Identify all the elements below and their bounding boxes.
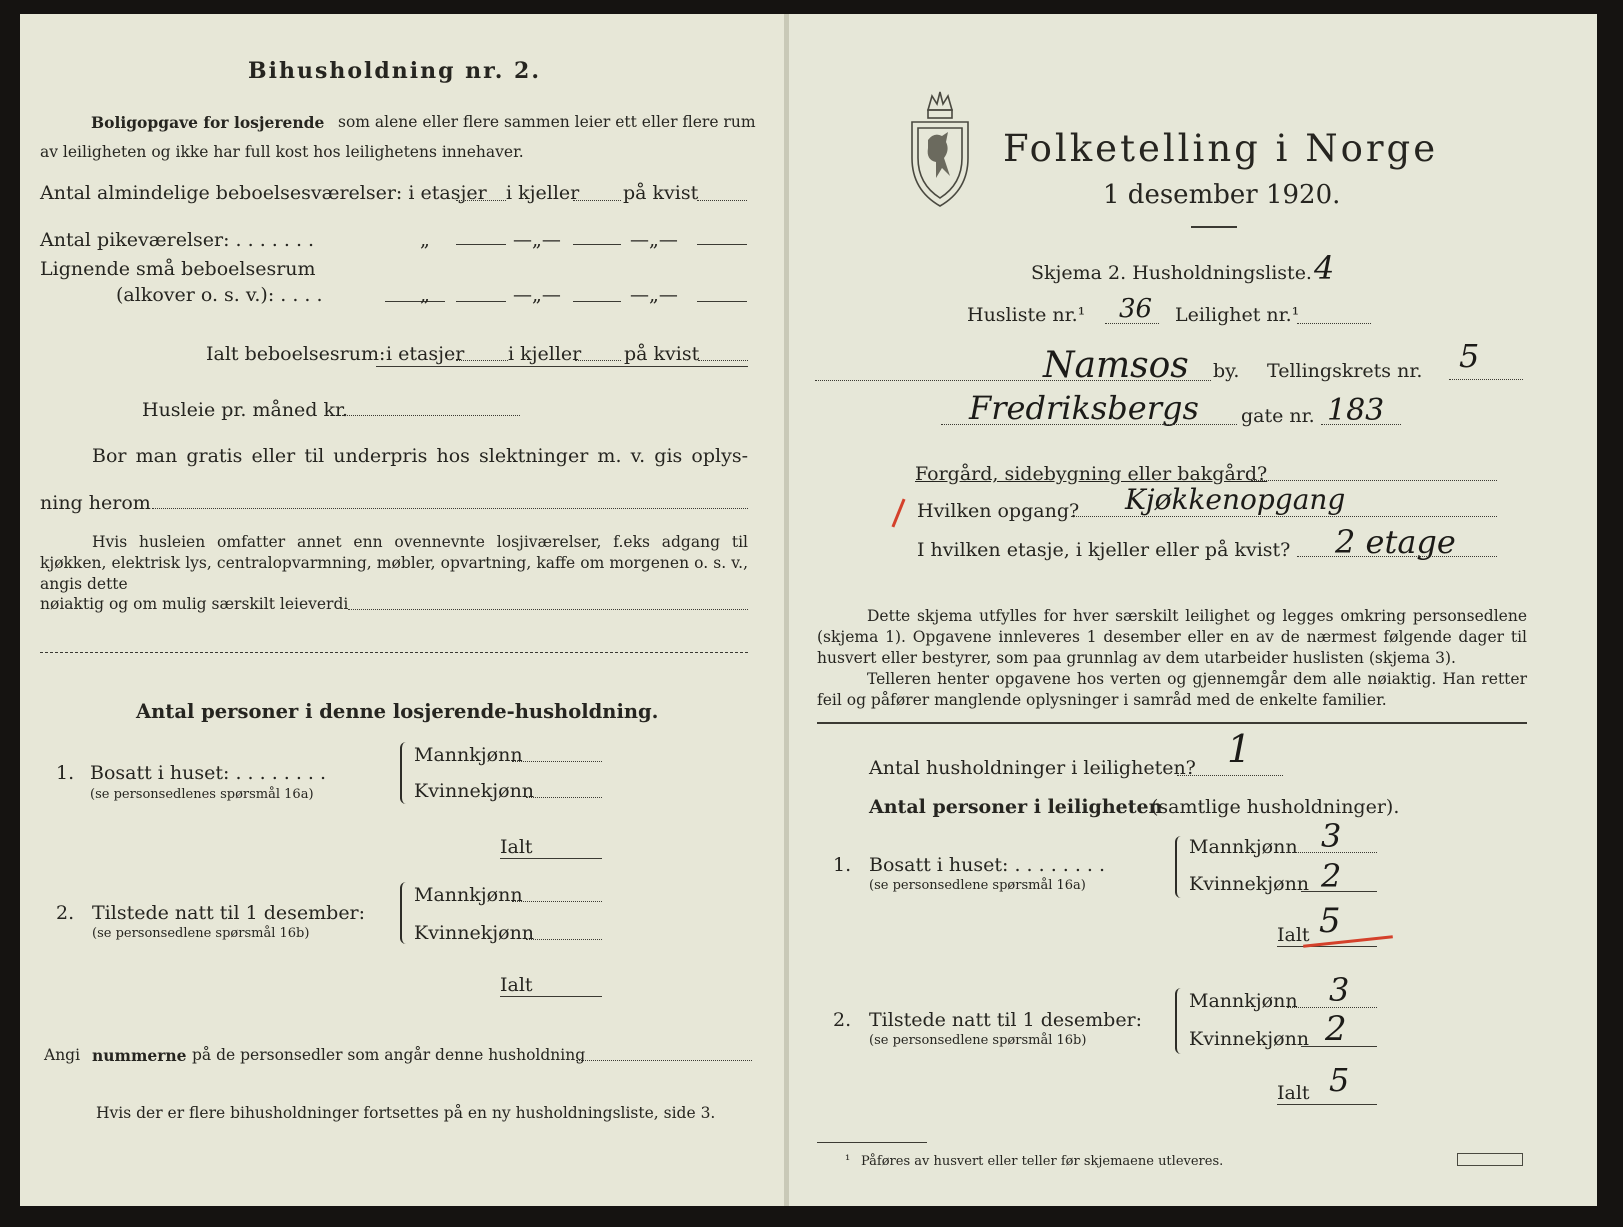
left-q2-ialt-line (500, 996, 602, 997)
left-footer: Hvis der er flere bihusholdninger fortsettes på en ny husholdningsliste, side 3. (96, 1104, 716, 1122)
lignende-line-a (385, 301, 445, 302)
left-q1-sub: (se personsedlenes spørsmål 16a) (90, 787, 314, 802)
right-q2-mann-line (1287, 1007, 1377, 1008)
left-q1-kvinne: Kvinnekjønn (414, 780, 535, 802)
krets-value: 5 (1459, 337, 1480, 375)
antal-hush-label: Antal husholdninger i leiligheten? (869, 757, 1196, 779)
right-q1-mann-line (1287, 852, 1377, 853)
left-q1-label: Bosatt i huset: . . . . . . . . (90, 762, 327, 784)
forgard-label: Forgård, sidebygning eller bakgård? (915, 463, 1268, 485)
left-q2-mann-line (512, 901, 602, 902)
right-q2-kvinne-line (1301, 1046, 1377, 1047)
ialt-kvist-line (698, 360, 748, 361)
left-q1-kvinne-line (526, 797, 602, 798)
rooms-kvist: på kvist (623, 182, 699, 204)
footnote-rule (817, 1142, 927, 1143)
lignende-line-c (573, 301, 621, 302)
right-page (789, 14, 1597, 1206)
rooms-etasjer-line (456, 200, 506, 201)
lignende-line-d (697, 301, 747, 302)
instructions-1: Dette skjema utfylles for hver særskilt leilighet og legges omkring personsedlene (skjema 1). Opgavene innleveres 1 desember eller en av de nærmest følgende dager til husvert eller bestyrer, som paa grunnlag av dem utarbeider huslisten (skjema 3). (817, 607, 1527, 667)
right-q1-kvinne-line (1301, 891, 1377, 892)
intro-bold: Boligopgave for losjerende (91, 113, 325, 132)
printer-stamp (1457, 1153, 1523, 1166)
left-q1-num: 1. (56, 762, 75, 784)
pike-line-2 (573, 244, 621, 245)
left-page (20, 14, 784, 1206)
street-line (941, 424, 1237, 425)
rooms-label: Antal almindelige beboelsesværelser: i etasjer (40, 182, 487, 204)
right-q1-mann: Mannkjønn (1189, 836, 1298, 858)
leilighet-line (1297, 323, 1371, 324)
krets-label: Tellingskrets nr. (1267, 360, 1423, 382)
street-value: Fredriksbergs (969, 389, 1199, 427)
right-q1-mann-value: 3 (1321, 817, 1342, 855)
hvis-last-line: nøiaktig og om mulig særskilt leieverdi (40, 595, 349, 613)
right-q1-sub: (se personsedlene spørsmål 16a) (869, 878, 1086, 893)
pike-line-3 (697, 244, 747, 245)
right-q2-num: 2. (833, 1009, 852, 1031)
left-persons-heading: Antal personer i denne losjerende-husholdning. (136, 700, 659, 723)
right-q2-kvinne: Kvinnekjønn (1189, 1028, 1310, 1050)
husliste-value: 36 (1119, 294, 1153, 324)
left-q2-ialt: Ialt (500, 974, 533, 996)
pike-label: Antal pikeværelser: . . . . . . . (40, 229, 315, 251)
ialt-beboelsesrum-label: Ialt beboelsesrum: (206, 343, 386, 365)
gratis-line-1: Bor man gratis eller til underpris hos slektninger m. v. gis oplys- (92, 445, 748, 467)
left-q2-kvinne-line (526, 939, 602, 940)
angi-c: på de personsedler som angår denne husholdning (192, 1046, 586, 1064)
pike-ditto-2: —„— (513, 229, 561, 251)
lignende-line-b (456, 301, 506, 302)
right-q1-ialt-value: 5 (1319, 901, 1341, 941)
skjema-label: Skjema 2. Husholdningsliste. (1031, 262, 1312, 284)
right-persons-heading-bold: Antal personer i leiligheten (869, 796, 1163, 818)
gate-line (1321, 424, 1401, 425)
right-q1-kvinne: Kvinnekjønn (1189, 873, 1310, 895)
opgang-label: Hvilken opgang? (917, 500, 1080, 522)
right-q1-ialt-line (1277, 946, 1377, 947)
angi-b: nummerne (92, 1046, 187, 1065)
antal-hush-value: 1 (1227, 727, 1252, 771)
city-line (815, 380, 1211, 381)
left-q1-ialt-line (500, 858, 602, 859)
right-q1-brace (1175, 836, 1183, 898)
right-q1-num: 1. (833, 854, 852, 876)
lignende-ditto-3: —„— (630, 284, 678, 306)
rooms-kvist-line (697, 200, 747, 201)
right-q2-sub: (se personsedlene spørsmål 16b) (869, 1033, 1087, 1048)
gate-value: 183 (1327, 393, 1385, 428)
left-q2-kvinne: Kvinnekjønn (414, 922, 535, 944)
right-q1-kvinne-value: 2 (1321, 857, 1342, 895)
left-q2-brace (400, 882, 408, 944)
right-q2-label: Tilstede natt til 1 desember: (869, 1009, 1143, 1031)
left-q1-ialt: Ialt (500, 836, 533, 858)
left-q2-label: Tilstede natt til 1 desember: (92, 902, 366, 924)
krets-line (1449, 379, 1523, 380)
opgang-value: Kjøkkenopgang (1125, 483, 1346, 516)
gratis-line-2: ning herom (40, 492, 151, 514)
rooms-kjeller: i kjeller (506, 182, 580, 204)
hvis-line (348, 609, 748, 610)
ialt-kvist: på kvist (624, 343, 700, 365)
angi-a: Angi (44, 1046, 81, 1064)
left-q2-num: 2. (56, 902, 75, 924)
right-q2-ialt-line (1277, 1104, 1377, 1105)
norway-coat-of-arms-icon (906, 88, 974, 210)
etasje-value: 2 etage (1335, 523, 1456, 561)
pike-ditto-1: „ (420, 229, 430, 251)
footnote-text: Påføres av husvert eller teller før skjemaene utleveres. (861, 1154, 1224, 1169)
right-q2-brace (1175, 988, 1183, 1054)
left-q2-mann: Mannkjønn (414, 884, 523, 906)
right-q2-kvinne-value: 2 (1325, 1009, 1347, 1049)
right-title: Folketelling i Norge (1003, 127, 1439, 170)
right-q2-mann: Mannkjønn (1189, 990, 1298, 1012)
ialt-etasjer-line (456, 360, 508, 361)
hvis-paragraph: Hvis husleien omfatter annet enn ovennevnte losjiværelser, f.eks adgang til kjøkken, elektrisk lys, centralopvarmning, møbler, opvartning, kaffe om morgenen o. s. v., angis dette (40, 533, 748, 593)
husleie-line (342, 415, 520, 416)
right-q2-ialt: Ialt (1277, 1082, 1310, 1104)
title-rule (1191, 226, 1237, 228)
lignende-line-2: (alkover o. s. v.): . . . . (116, 284, 323, 306)
etasje-line (1297, 556, 1497, 557)
lignende-ditto-1: „ (420, 284, 430, 306)
by-label: by. (1213, 360, 1240, 382)
gratis-line (152, 508, 748, 509)
right-q1-ialt: Ialt (1277, 924, 1310, 946)
leilighet-label: Leilighet nr.¹ (1175, 304, 1300, 326)
leilighet-extra-mark: 4 (1314, 249, 1335, 287)
etasje-label: I hvilken etasje, i kjeller eller på kvist? (917, 539, 1291, 561)
husleie-label: Husleie pr. måned kr. (142, 399, 349, 421)
ialt-kjeller-line (575, 360, 621, 361)
right-q2-mann-value: 3 (1329, 971, 1350, 1009)
right-q1-label: Bosatt i huset: . . . . . . . . (869, 854, 1106, 876)
left-title: Bihusholdning nr. 2. (248, 58, 541, 84)
angi-line (576, 1060, 752, 1061)
left-q1-brace (400, 742, 408, 804)
intro-rest: som alene eller flere sammen leier ett eller flere rum (338, 113, 756, 131)
right-q2-ialt-value: 5 (1329, 1061, 1350, 1099)
city-value: Namsos (1043, 345, 1189, 386)
instructions-2: Telleren henter opgavene hos verten og gjennemgår dem alle nøiaktig. Han retter feil og påfører manglende oplysninger i samråd med de enkelte familier. (817, 670, 1527, 709)
left-separator (40, 652, 748, 653)
forgard-line (1251, 480, 1497, 481)
ialt-etasjer: i etasjer (386, 343, 465, 365)
husliste-line (1105, 323, 1159, 324)
left-q1-mann: Mannkjønn (414, 744, 523, 766)
left-q2-sub: (se personsedlene spørsmål 16b) (92, 926, 310, 941)
antal-hush-line (1177, 775, 1283, 776)
rooms-kjeller-line (573, 200, 621, 201)
census-date: 1 desember 1920. (1103, 180, 1341, 210)
right-persons-heading-rest: (samtlige husholdninger). (1151, 796, 1400, 818)
footnote-number: ¹ (845, 1153, 851, 1168)
intro-line2: av leiligheten og ikke har full kost hos leilighetens innehaver. (40, 143, 524, 161)
pike-line-1 (456, 244, 506, 245)
lignende-line-1: Lignende små beboelsesrum (40, 258, 316, 280)
pike-ditto-3: —„— (630, 229, 678, 251)
lignende-ditto-2: —„— (513, 284, 561, 306)
gate-label: gate nr. (1241, 405, 1315, 427)
opgang-line (1071, 516, 1497, 517)
husliste-label: Husliste nr.¹ (967, 304, 1086, 326)
red-check-mark (891, 499, 905, 528)
left-q1-mann-line (512, 761, 602, 762)
right-separator (817, 722, 1527, 724)
ialt-underline (376, 366, 748, 367)
ialt-kjeller: i kjeller (508, 343, 582, 365)
